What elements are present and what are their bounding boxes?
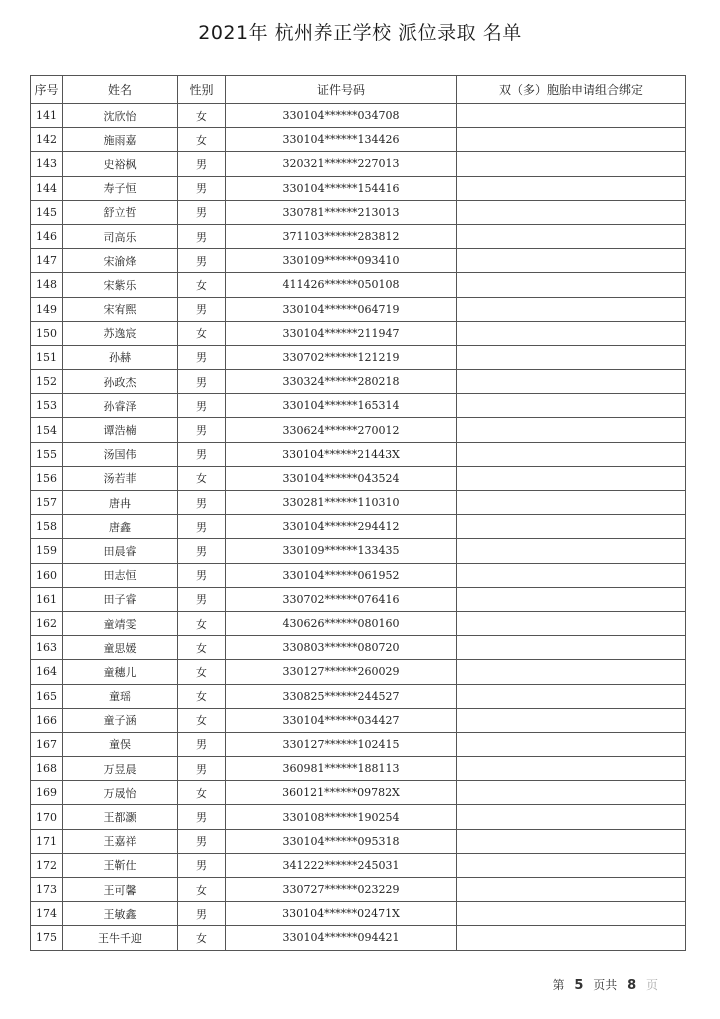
cell-serial: 163: [31, 636, 63, 660]
cell-id-number: 330109******093410: [226, 249, 457, 273]
cell-id-number: 360121******09782X: [226, 781, 457, 805]
cell-gender: 男: [178, 515, 226, 539]
cell-gender: 男: [178, 491, 226, 515]
cell-name: 田志恒: [63, 563, 178, 587]
cell-twin-binding: [457, 902, 686, 926]
cell-serial: 175: [31, 926, 63, 950]
cell-gender: 女: [178, 708, 226, 732]
cell-name: 寿子恒: [63, 176, 178, 200]
cell-id-number: 330104******21443X: [226, 442, 457, 466]
cell-id-number: 330281******110310: [226, 491, 457, 515]
cell-gender: 男: [178, 442, 226, 466]
table-row: [31, 611, 686, 635]
cell-twin-binding: [457, 781, 686, 805]
cell-twin-binding: [457, 926, 686, 950]
cell-name: 唐鑫: [63, 515, 178, 539]
cell-gender: 男: [178, 176, 226, 200]
cell-serial: 168: [31, 757, 63, 781]
table-row: [31, 539, 686, 563]
cell-name: 唐冉: [63, 491, 178, 515]
cell-twin-binding: [457, 684, 686, 708]
cell-name: 田晨睿: [63, 539, 178, 563]
cell-twin-binding: [457, 176, 686, 200]
cell-gender: 女: [178, 273, 226, 297]
cell-serial: 154: [31, 418, 63, 442]
cell-gender: 女: [178, 466, 226, 490]
cell-twin-binding: [457, 370, 686, 394]
table-row: [31, 732, 686, 756]
table-row: [31, 176, 686, 200]
header-serial: 序号: [31, 76, 63, 104]
table-row: [31, 684, 686, 708]
table-header-row: [31, 76, 686, 104]
cell-serial: 158: [31, 515, 63, 539]
cell-serial: 151: [31, 345, 63, 369]
table-row: [31, 829, 686, 853]
page-title: 2021年 杭州养正学校 派位录取 名单: [198, 22, 522, 44]
cell-id-number: 330104******294412: [226, 515, 457, 539]
cell-gender: 女: [178, 926, 226, 950]
cell-name: 孙政杰: [63, 370, 178, 394]
cell-twin-binding: [457, 587, 686, 611]
cell-serial: 156: [31, 466, 63, 490]
cell-gender: 男: [178, 853, 226, 877]
table-row: [31, 587, 686, 611]
cell-twin-binding: [457, 708, 686, 732]
cell-serial: 171: [31, 829, 63, 853]
table-body: [31, 104, 686, 951]
cell-name: 童靖雯: [63, 611, 178, 635]
cell-serial: 166: [31, 708, 63, 732]
footer-suffix: 页: [645, 978, 658, 992]
cell-twin-binding: [457, 660, 686, 684]
cell-serial: 165: [31, 684, 63, 708]
cell-id-number: 330108******190254: [226, 805, 457, 829]
table-row: [31, 200, 686, 224]
cell-serial: 164: [31, 660, 63, 684]
table-row: [31, 224, 686, 248]
table-row: [31, 394, 686, 418]
cell-twin-binding: [457, 805, 686, 829]
cell-serial: 174: [31, 902, 63, 926]
cell-name: 童子涵: [63, 708, 178, 732]
cell-gender: 男: [178, 563, 226, 587]
cell-id-number: 330104******043524: [226, 466, 457, 490]
cell-gender: 男: [178, 805, 226, 829]
cell-name: 苏逸宸: [63, 321, 178, 345]
cell-serial: 144: [31, 176, 63, 200]
cell-twin-binding: [457, 394, 686, 418]
cell-serial: 146: [31, 224, 63, 248]
cell-twin-binding: [457, 442, 686, 466]
cell-id-number: 341222******245031: [226, 853, 457, 877]
cell-gender: 男: [178, 200, 226, 224]
cell-twin-binding: [457, 418, 686, 442]
cell-serial: 143: [31, 152, 63, 176]
table-row: [31, 757, 686, 781]
table-row: [31, 273, 686, 297]
table-row: [31, 152, 686, 176]
cell-gender: 女: [178, 660, 226, 684]
cell-twin-binding: [457, 611, 686, 635]
cell-serial: 162: [31, 611, 63, 635]
cell-id-number: 330624******270012: [226, 418, 457, 442]
cell-id-number: 330104******034427: [226, 708, 457, 732]
cell-name: 王可馨: [63, 878, 178, 902]
cell-gender: 男: [178, 394, 226, 418]
cell-twin-binding: [457, 321, 686, 345]
cell-gender: 男: [178, 249, 226, 273]
cell-gender: 女: [178, 684, 226, 708]
cell-name: 谭浩楠: [63, 418, 178, 442]
table-row: [31, 249, 686, 273]
cell-id-number: 330104******094421: [226, 926, 457, 950]
footer-middle: 页共: [593, 978, 618, 992]
page-footer: [553, 976, 658, 993]
cell-twin-binding: [457, 757, 686, 781]
cell-twin-binding: [457, 636, 686, 660]
cell-serial: 173: [31, 878, 63, 902]
cell-gender: 男: [178, 587, 226, 611]
cell-gender: 女: [178, 636, 226, 660]
cell-id-number: 330127******102415: [226, 732, 457, 756]
cell-id-number: 360981******188113: [226, 757, 457, 781]
cell-name: 王嘉祥: [63, 829, 178, 853]
table-row: [31, 466, 686, 490]
cell-twin-binding: [457, 224, 686, 248]
cell-id-number: 330127******260029: [226, 660, 457, 684]
cell-name: 万晟怡: [63, 781, 178, 805]
cell-gender: 女: [178, 104, 226, 128]
table-row: [31, 926, 686, 950]
cell-id-number: 330727******023229: [226, 878, 457, 902]
cell-serial: 159: [31, 539, 63, 563]
cell-name: 宋渝烽: [63, 249, 178, 273]
cell-serial: 155: [31, 442, 63, 466]
cell-id-number: 330104******211947: [226, 321, 457, 345]
cell-serial: 172: [31, 853, 63, 877]
cell-name: 童穗儿: [63, 660, 178, 684]
table-row: [31, 636, 686, 660]
cell-id-number: 330104******064719: [226, 297, 457, 321]
footer-prefix: 第: [552, 978, 565, 992]
cell-id-number: 330109******133435: [226, 539, 457, 563]
cell-serial: 161: [31, 587, 63, 611]
cell-name: 施雨嘉: [63, 128, 178, 152]
cell-serial: 142: [31, 128, 63, 152]
table-row: [31, 442, 686, 466]
header-name: 姓名: [63, 76, 178, 104]
cell-serial: 149: [31, 297, 63, 321]
cell-serial: 160: [31, 563, 63, 587]
cell-name: 沈欣怡: [63, 104, 178, 128]
cell-name: 田子睿: [63, 587, 178, 611]
cell-name: 孙赫: [63, 345, 178, 369]
cell-id-number: 330702******076416: [226, 587, 457, 611]
cell-twin-binding: [457, 732, 686, 756]
table-row: [31, 321, 686, 345]
cell-twin-binding: [457, 200, 686, 224]
cell-twin-binding: [457, 878, 686, 902]
cell-twin-binding: [457, 152, 686, 176]
table-row: [31, 128, 686, 152]
cell-twin-binding: [457, 104, 686, 128]
cell-gender: 男: [178, 224, 226, 248]
current-page-number: 5: [574, 978, 584, 993]
cell-name: 司高乐: [63, 224, 178, 248]
cell-twin-binding: [457, 515, 686, 539]
cell-name: 舒立哲: [63, 200, 178, 224]
table-row: [31, 660, 686, 684]
cell-name: 汤国伟: [63, 442, 178, 466]
cell-name: 童思媛: [63, 636, 178, 660]
cell-twin-binding: [457, 273, 686, 297]
cell-serial: 152: [31, 370, 63, 394]
cell-twin-binding: [457, 466, 686, 490]
cell-gender: 男: [178, 297, 226, 321]
cell-name: 孙睿泽: [63, 394, 178, 418]
cell-twin-binding: [457, 829, 686, 853]
cell-gender: 女: [178, 128, 226, 152]
cell-serial: 170: [31, 805, 63, 829]
cell-twin-binding: [457, 345, 686, 369]
cell-name: 史裕枫: [63, 152, 178, 176]
cell-id-number: 320321******227013: [226, 152, 457, 176]
cell-id-number: 330104******095318: [226, 829, 457, 853]
cell-name: 万昱晨: [63, 757, 178, 781]
table-row: [31, 853, 686, 877]
cell-name: 王靳仕: [63, 853, 178, 877]
table-row: [31, 563, 686, 587]
cell-name: 宋宥熙: [63, 297, 178, 321]
cell-gender: 女: [178, 781, 226, 805]
cell-id-number: 371103******283812: [226, 224, 457, 248]
cell-id-number: 330803******080720: [226, 636, 457, 660]
header-gender: 性别: [178, 76, 226, 104]
cell-twin-binding: [457, 853, 686, 877]
cell-id-number: 330104******034708: [226, 104, 457, 128]
cell-serial: 150: [31, 321, 63, 345]
cell-name: 王牛千迎: [63, 926, 178, 950]
table-row: [31, 805, 686, 829]
table-row: [31, 781, 686, 805]
cell-serial: 141: [31, 104, 63, 128]
cell-id-number: 430626******080160: [226, 611, 457, 635]
cell-gender: 男: [178, 539, 226, 563]
cell-gender: 女: [178, 321, 226, 345]
table-row: [31, 370, 686, 394]
table-row: [31, 345, 686, 369]
cell-gender: 女: [178, 611, 226, 635]
table-row: [31, 708, 686, 732]
total-pages-number: 8: [627, 978, 637, 993]
cell-gender: 男: [178, 152, 226, 176]
table-row: [31, 418, 686, 442]
table-row: [31, 902, 686, 926]
cell-name: 汤若菲: [63, 466, 178, 490]
cell-id-number: 330324******280218: [226, 370, 457, 394]
cell-name: 王都灏: [63, 805, 178, 829]
cell-gender: 男: [178, 345, 226, 369]
cell-twin-binding: [457, 491, 686, 515]
header-twin-binding: 双（多）胞胎申请组合绑定: [457, 76, 686, 104]
cell-gender: 男: [178, 732, 226, 756]
cell-twin-binding: [457, 249, 686, 273]
cell-twin-binding: [457, 539, 686, 563]
cell-id-number: 330104******061952: [226, 563, 457, 587]
cell-gender: 男: [178, 902, 226, 926]
cell-twin-binding: [457, 297, 686, 321]
cell-name: 王敏鑫: [63, 902, 178, 926]
cell-serial: 147: [31, 249, 63, 273]
cell-serial: 167: [31, 732, 63, 756]
table-row: [31, 878, 686, 902]
header-id-number: 证件号码: [226, 76, 457, 104]
table-row: [31, 104, 686, 128]
cell-id-number: 330104******154416: [226, 176, 457, 200]
table-row: [31, 491, 686, 515]
cell-gender: 女: [178, 878, 226, 902]
cell-gender: 男: [178, 418, 226, 442]
cell-twin-binding: [457, 128, 686, 152]
cell-id-number: 330702******121219: [226, 345, 457, 369]
cell-serial: 153: [31, 394, 63, 418]
cell-id-number: 330781******213013: [226, 200, 457, 224]
cell-id-number: 330825******244527: [226, 684, 457, 708]
cell-serial: 169: [31, 781, 63, 805]
cell-id-number: 330104******165314: [226, 394, 457, 418]
admission-table: [30, 75, 686, 951]
cell-serial: 148: [31, 273, 63, 297]
cell-serial: 145: [31, 200, 63, 224]
cell-name: 童瑶: [63, 684, 178, 708]
cell-name: 童俣: [63, 732, 178, 756]
cell-id-number: 330104******02471X: [226, 902, 457, 926]
cell-twin-binding: [457, 563, 686, 587]
cell-gender: 男: [178, 829, 226, 853]
cell-gender: 男: [178, 370, 226, 394]
table-row: [31, 515, 686, 539]
cell-id-number: 411426******050108: [226, 273, 457, 297]
table-row: [31, 297, 686, 321]
cell-id-number: 330104******134426: [226, 128, 457, 152]
cell-name: 宋紫乐: [63, 273, 178, 297]
cell-serial: 157: [31, 491, 63, 515]
cell-gender: 男: [178, 757, 226, 781]
